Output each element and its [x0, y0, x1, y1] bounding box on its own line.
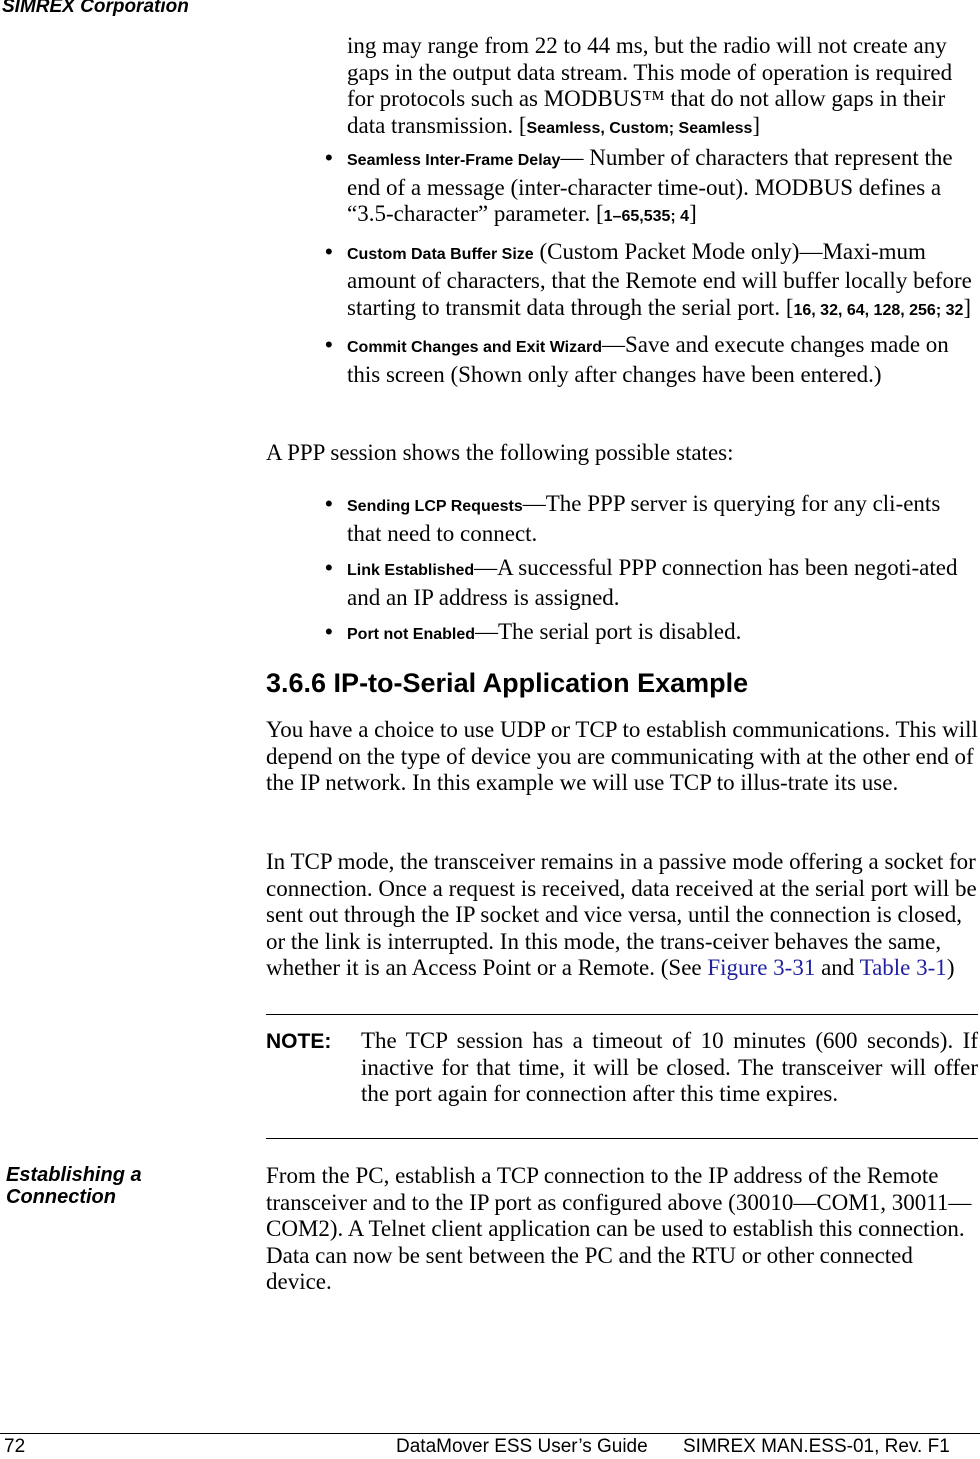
- bullet-values: 16, 32, 64, 128, 256; 32: [793, 301, 964, 319]
- bullet-text: —Save and execute changes made on this screen (Shown only after changes have been entered.): [347, 332, 949, 387]
- footer-rule: [0, 1433, 980, 1434]
- settings-bullet-list: [347, 145, 977, 396]
- note-rule-bottom: [266, 1138, 978, 1139]
- note-rule-top: [266, 1014, 978, 1015]
- state-text: —A successful PPP connection has been negoti-ated and an IP address is assigned.: [347, 555, 958, 610]
- note-text: The TCP session has a timeout of 10 minutes (600 seconds). If inactive for that time, it will be closed. The transceiver will offer the port again for connection after this time expires.: [361, 1028, 978, 1106]
- footer-page-number: 72: [4, 1436, 26, 1457]
- paragraph-close: ): [946, 955, 955, 980]
- state-term: Sending LCP Requests: [347, 498, 523, 515]
- list-item: [347, 332, 977, 388]
- list-item: [347, 145, 977, 231]
- bullet-text: — Number of characters that represent the end of a message (inter-character time-out). MODBUS defines a “3.5-character” parameter. [: [347, 145, 953, 226]
- continued-paragraph: [347, 33, 977, 142]
- continued-paragraph-text: ing may range from 22 to 44 ms, but the radio will not create any gaps in the output data stream. This mode of operation is required for protocols such as MODBUS™ that do not allow gaps in their data transmission. [: [347, 33, 953, 138]
- state-term: Port not Enabled: [347, 626, 475, 643]
- section-title: 3.6.6 IP-to-Serial Application Example: [266, 668, 749, 698]
- paragraph-establish-connection: From the PC, establish a TCP connection to the IP address of the Remote transceiver and to the IP port as configured above (30010—COM1, 30011—COM2). A Telnet client application can be used to establish this connection. Data can now be sent between the PC and the RTU or other connected device.: [266, 1163, 972, 1294]
- footer-guide-title: DataMover ESS User’s Guide: [396, 1436, 648, 1457]
- state-text: —The PPP server is querying for any cli-ents that need to connect.: [347, 491, 941, 546]
- bullet-term: Commit Changes and Exit Wizard: [347, 339, 602, 356]
- paragraph-tcp-mode: [266, 849, 978, 982]
- figure-link[interactable]: Figure 3-31: [707, 955, 816, 980]
- list-item: [347, 555, 977, 611]
- state-text: —The serial port is disabled.: [475, 619, 742, 644]
- bullet-close: ]: [689, 201, 697, 226]
- ppp-states-list: [347, 491, 977, 657]
- bullet-term: Custom Data Buffer Size: [347, 245, 534, 263]
- list-item: [347, 619, 977, 649]
- note-label: NOTE:: [266, 1030, 332, 1053]
- bullet-values: 1–65,535; 4: [603, 208, 690, 225]
- list-item: [347, 239, 977, 325]
- paragraph-and: and: [815, 955, 860, 980]
- paragraph-text: In TCP mode, the transceiver remains in a passive mode offering a socket for connection. Once a request is received, data received at the serial port will be sent out through the IP socket and vice versa, until the connection is closed, or the link is interrupted. In this mode, the trans-ceiver behaves the same, whether it is an Access Point or a Remote. (See: [266, 849, 977, 980]
- continued-paragraph-close: ]: [752, 112, 761, 138]
- paragraph-udp-tcp: You have a choice to use UDP or TCP to establish communications. This will depend on the type of device you are communicating with at the other end of the IP network. In this example we will use TCP to illus-trate its use.: [266, 717, 978, 795]
- continued-paragraph-values: Seamless, Custom; Seamless: [526, 119, 753, 137]
- running-header-company: SIMREX Corporation: [2, 0, 189, 17]
- footer-revision: SIMREX MAN.ESS-01, Rev. F1: [683, 1436, 950, 1457]
- state-term: Link Established: [347, 562, 475, 579]
- bullet-close: ]: [963, 294, 972, 320]
- bullet-text: (Custom Packet Mode only)—Maxi-mum amount of characters, that the Remote end will buffer locally before starting to transmit data through the serial port. [: [347, 238, 972, 320]
- bullet-term: Seamless Inter-Frame Delay: [347, 152, 561, 169]
- list-item: [347, 491, 977, 547]
- side-heading: Establishing a Connection: [6, 1164, 142, 1208]
- ppp-intro: A PPP session shows the following possible states:: [266, 440, 734, 465]
- table-link[interactable]: Table 3-1: [859, 955, 947, 980]
